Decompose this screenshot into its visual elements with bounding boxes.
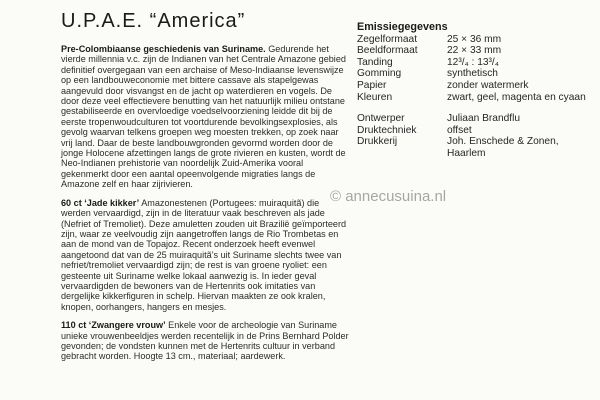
spec-value: 22 × 33 mm	[447, 45, 502, 57]
watermark-text: © annecusuina.nl	[330, 188, 447, 205]
spec-value: offset	[447, 124, 472, 136]
spec-value: zonder watermerk	[447, 79, 529, 91]
spec-label: Zegelformaat	[357, 33, 418, 45]
spec-label: Kleuren	[357, 91, 393, 103]
spec-label: Ontwerper	[357, 113, 405, 125]
paragraph-body: Enkele voor de archeologie van Suriname unieke vrouwenbeeldjes werden recentelijk in de Prins Bernhard Polder gevonden; de vondsten kunnen met de Hertenrits cultuur in verband gebracht worden. Hoogte 13 cm., materiaal; aardewerk.	[61, 320, 349, 362]
history-text-column	[61, 44, 351, 370]
paragraph-lead: 110 ct ‘Zwangere vrouw’	[61, 320, 166, 331]
paragraph-jade-frog	[61, 198, 351, 312]
paragraph-lead: Pre-Colombiaanse geschiedenis van Suriname.	[61, 44, 266, 54]
spec-value: Joh. Enschede & Zonen, Haarlem	[447, 136, 559, 159]
spec-label: Druktechniek	[357, 124, 417, 136]
specs-heading: Emissiegegevens	[357, 21, 448, 33]
paragraph-body: Amazonestenen (Portugees: muiraquitã) die werden vervaardigd, zijn in de literatuur vaak beschreven als jade (Nefriet of Tremoliet). Deze amuletten zouden uit Brazilië geïmporteerd zijn, waar ze veelvoudig zijn aangetroffen langs de Rio Trombetas en aan de mond van de Topajoz. Recent onderzoek heeft evenwel aangetoond dat van de 25 muiraquitã’s uit Suriname slechts twee van nefriet/tremoliet vervaardigd zijn; de rest is van groene ryoliet: een gesteente uit Suriname welke lokaal aanwezig is. In ieder geval vervaardigden de bewoners van de Hertenrits ook imitaties van dergelijke kikkerfiguren in schelp. Hiervan maakten ze ook kralen, knopen, oorhangers, hangers en mesjes.	[61, 197, 347, 312]
specs-table	[357, 34, 587, 160]
paragraph-history	[61, 44, 351, 190]
spec-label: Gomming	[357, 68, 402, 80]
spec-value: zwart, geel, magenta en cyaan	[447, 91, 586, 103]
spec-value: 25 × 36 mm	[447, 33, 502, 45]
spec-value: 12³/₄ : 13³/₄	[447, 56, 499, 68]
spec-label: Beeldformaat	[357, 45, 418, 57]
spec-value: Juliaan Brandflu	[447, 113, 521, 125]
paragraph-lead: 60 ct ‘Jade kikker’	[61, 197, 140, 208]
spec-label: Drukkerij	[357, 136, 398, 148]
spec-label: Tanding	[357, 56, 393, 68]
issue-specs-column	[357, 22, 587, 160]
paragraph-body: Gedurende het vierde millennia v.c. zijn de Indianen van het Centrale Amazone gebied definitief overgegaan van een archaise of Meso-Indiaanse levenswijze op een landbouweconomie met bittere cassave als stapelgewas aangevuld door visvangst en de jacht op waterdieren en vogels. De door deze veel effectievere benutting van het natuurlijk milieu ontstane gestabiliseerde en overvloedige voedselvoorziening leidde dit bij de eerste tropenwoudculturen tot voortdurende bevolkingsexplosies, als gevolg waarvan telkens groepen weg moesten trekken, op zoek naar vrij land. Daar de beste landbouwgronden gevormd worden door de jonge Holocene afzettingen langs de grote rivieren en kusten, wordt de Neo-Indianen prehistorie van noordelijk Zuid-Amerika vooral gekenmerkt door een aantal opeenvolgende migraties langs de Amazone zelf en haar zijrivieren.	[61, 44, 346, 190]
page-title: U.P.A.E. “America”	[61, 10, 246, 32]
spec-value: synthetisch	[447, 68, 498, 80]
spec-label: Papier	[357, 79, 387, 91]
paragraph-pregnant-woman	[61, 320, 351, 362]
spec-group-gap	[357, 103, 587, 113]
